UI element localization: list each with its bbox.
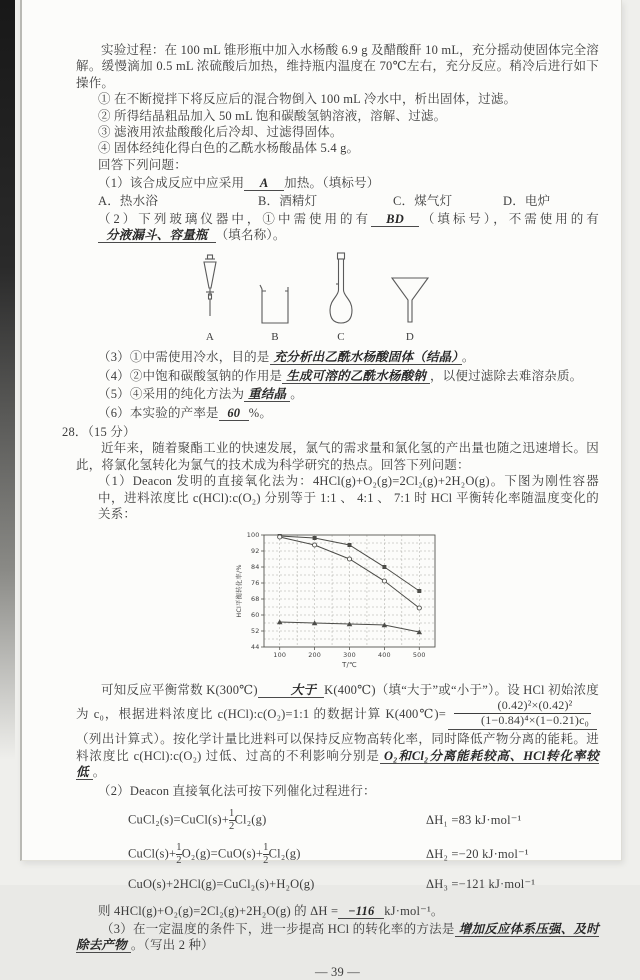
svg-text:76: 76	[250, 579, 259, 588]
q28-analysis-paragraph: 可知反应平衡常数 K(300℃) 大于 K(400℃)（填“大于”或“小于”）。设 HCl 初始浓度为 c₀，根据进料浓度比 c(HCl):c(O₂)=1:1 的数据计算 K(400℃)= $\frac{\text{(0.42)²×(0.42)²}}{\text{(1−0.84)⁴×(1−0.21)c₀}}$ （列出计算式）。按化学计量比进料可以保持反应物高转化率，同时降低产物分离的能耗。进料浓度比 c(HCl):c(O₂) 过低、过高的不利影响分别是 O₂和Cl₂分离能耗较高、HCl转化率较低 。	[76, 683, 599, 780]
q27-step-1: ① 在不断搅拌下将反应后的混合物倒入 100 mL 冷水中，析出固体，过滤。	[98, 92, 517, 107]
glassware-label-d: D	[405, 330, 415, 343]
svg-text:100: 100	[272, 651, 286, 660]
q27-answer-5: 重结晶	[244, 387, 290, 402]
q27-answer-2a: BD	[371, 212, 419, 227]
q27-answer-6: 60	[219, 406, 249, 421]
svg-text:60: 60	[250, 611, 259, 620]
q28-enthalpy-result: 则 4HCl(g)+O₂(g)=2Cl₂(g)+2H₂O(g) 的 ΔH = −116 kJ·mol⁻¹。	[98, 903, 444, 918]
svg-text:400: 400	[377, 651, 391, 660]
fraction-one-half: $\frac{1}{2}$	[176, 842, 182, 867]
svg-text:92: 92	[250, 547, 259, 556]
svg-text:100: 100	[246, 531, 259, 540]
thermochem-equation-2: CuCl(s)+ $\frac{1}{2}$ O₂(g)=CuO(s)+ $\frac{1}{2}$ Cl₂(g) ΔH₂ =−20 kJ·mol⁻¹	[128, 842, 529, 867]
q28-answer-k-expression: $\frac{\text{(0.42)²×(0.42)²}}{\text{(1−0.84)⁴×(1−0.21)c₀}}$	[448, 698, 597, 731]
q28-answer-k-compare: 大于	[258, 683, 324, 698]
svg-text:68: 68	[250, 595, 259, 604]
q28-answer-ratio-effects: O₂和Cl₂分离能耗较高、HCl转化率较低	[76, 748, 599, 780]
q28-question-1: （1）Deacon 发明的直接氧化法为：4HCl(g)+O₂(g)=2Cl₂(g)+2H₂O(g)。下图为刚性容器中，进料浓度比 c(HCl):c(O₂) 分别等于 1:1 、 4:1 、 7:1 时 HCl 平衡转化率随温度变化的关系：	[98, 474, 599, 521]
q28-heading: 28．（15 分）	[62, 424, 136, 439]
page-number: — 39 —	[315, 964, 360, 979]
q28-answer-methods: 增加反应体系压强、及时除去产物	[76, 922, 599, 953]
enthalpy-2: ΔH₂ =−20 kJ·mol⁻¹	[426, 847, 529, 862]
q27-question-4: （4）②中饱和碳酸氢钠的作用是 生成可溶的乙酰水杨酸钠 ，以便过滤除去难溶杂质。	[98, 368, 583, 383]
funnel-icon	[390, 274, 430, 326]
q27-question-2: （2）下列玻璃仪器中，①中需使用的有 BD （填标号），不需使用的有分液漏斗、容量瓶 （填名称）。	[98, 212, 599, 243]
q27-question-3: （3）①中需使用冷水，目的是 充分析出乙酰水杨酸固体（结晶） 。	[98, 350, 475, 365]
page-content	[22, 0, 621, 980]
fraction-one-half: $\frac{1}{2}$	[263, 842, 269, 867]
glassware-item-a	[196, 254, 224, 345]
glassware-label-b: B	[271, 330, 279, 343]
separating-funnel-icon	[196, 254, 224, 326]
volumetric-flask-icon	[326, 252, 356, 326]
option-d: D．电炉	[503, 193, 551, 208]
glassware-item-c	[326, 252, 356, 345]
svg-text:500: 500	[412, 651, 426, 660]
q27-question-1: （1）该合成反应中应采用 A 加热。（填标号）	[98, 176, 380, 191]
glassware-label-c: C	[337, 330, 345, 343]
q28-answer-delta-h: −116	[338, 904, 384, 919]
hcl-conversion-chart	[76, 528, 599, 678]
q28-question-3: （3）在一定温度的条件下，进一步提高 HCl 的转化率的方法是 增加反应体系压强、及时除去产物 。（写出 2 种）	[76, 922, 599, 953]
svg-text:200: 200	[307, 651, 321, 660]
q28-intro: 近年来，随着聚酯工业的快速发展，氯气的需求量和氯化氢的产出量也随之迅速增长。因此，将氯化氢转化为氯气的技术成为科学研究的热点。回答下列问题：	[76, 441, 599, 472]
exam-paper-page	[20, 0, 622, 979]
q27-step-3: ③ 滤液用浓盐酸酸化后冷却、过滤得固体。	[98, 125, 343, 140]
q27-question-6: （6）本实验的产率是 60 %。	[98, 405, 273, 420]
q27-step-4: ④ 固体经纯化得白色的乙酰水杨酸晶体 5.4 g。	[98, 141, 360, 156]
q27-answer-4: 生成可溶的乙酰水杨酸钠	[282, 369, 430, 384]
option-a: A．热水浴	[98, 193, 159, 208]
q27-answer-1: A	[244, 176, 284, 191]
svg-text:44: 44	[250, 643, 259, 652]
enthalpy-1: ΔH₁ =83 kJ·mol⁻¹	[426, 813, 522, 828]
enthalpy-3: ΔH₃ =−121 kJ·mol⁻¹	[426, 877, 536, 892]
svg-text:84: 84	[250, 563, 259, 572]
thermochem-equation-3: CuO(s)+2HCl(g)=CuCl₂(s)+H₂O(g) ΔH₃ =−121 kJ·mol⁻¹	[128, 877, 536, 892]
svg-text:HCl平衡转化率/%: HCl平衡转化率/%	[234, 564, 243, 618]
option-c: C．煤气灯	[393, 193, 453, 208]
q27-answer-prompt: 回答下列问题：	[98, 157, 187, 172]
q27-option-row	[76, 193, 599, 209]
book-spine-shadow	[0, 0, 15, 760]
q27-answer-3: 充分析出乙酰水杨酸固体（结晶）	[270, 350, 462, 365]
q27-answer-2b: 分液漏斗、容量瓶	[98, 228, 216, 243]
glassware-item-d	[390, 274, 430, 345]
thermochem-equation-1: CuCl₂(s)=CuCl(s)+ $\frac{1}{2}$ Cl₂(g) ΔH₁ =83 kJ·mol⁻¹	[128, 807, 522, 833]
svg-text:T/℃: T/℃	[341, 661, 357, 670]
fraction-one-half: $\frac{1}{2}$	[229, 807, 235, 833]
q27-procedure-intro: 实验过程：在 100 mL 锥形瓶中加入水杨酸 6.9 g 及醋酸酐 10 mL，充分摇动使固体完全溶解。缓慢滴加 0.5 mL 浓硫酸后加热，维持瓶内温度在 70℃左右，充分反应。稍冷后进行如下操作。	[76, 43, 599, 90]
q27-step-2: ② 所得结晶粗品加入 50 mL 饱和碳酸氢钠溶液，溶解、过滤。	[98, 108, 447, 123]
beaker-icon	[258, 284, 292, 326]
glassware-label-a: A	[205, 330, 215, 343]
option-b: B．酒精灯	[258, 193, 318, 208]
svg-text:300: 300	[342, 651, 356, 660]
q28-question-2-intro: （2）Deacon 直接氧化法可按下列催化过程进行：	[98, 783, 376, 798]
svg-text:52: 52	[250, 627, 259, 636]
glassware-figure	[196, 252, 599, 345]
q27-question-5: （5）④采用的纯化方法为 重结晶 。	[98, 387, 303, 402]
glassware-item-b	[258, 284, 292, 345]
